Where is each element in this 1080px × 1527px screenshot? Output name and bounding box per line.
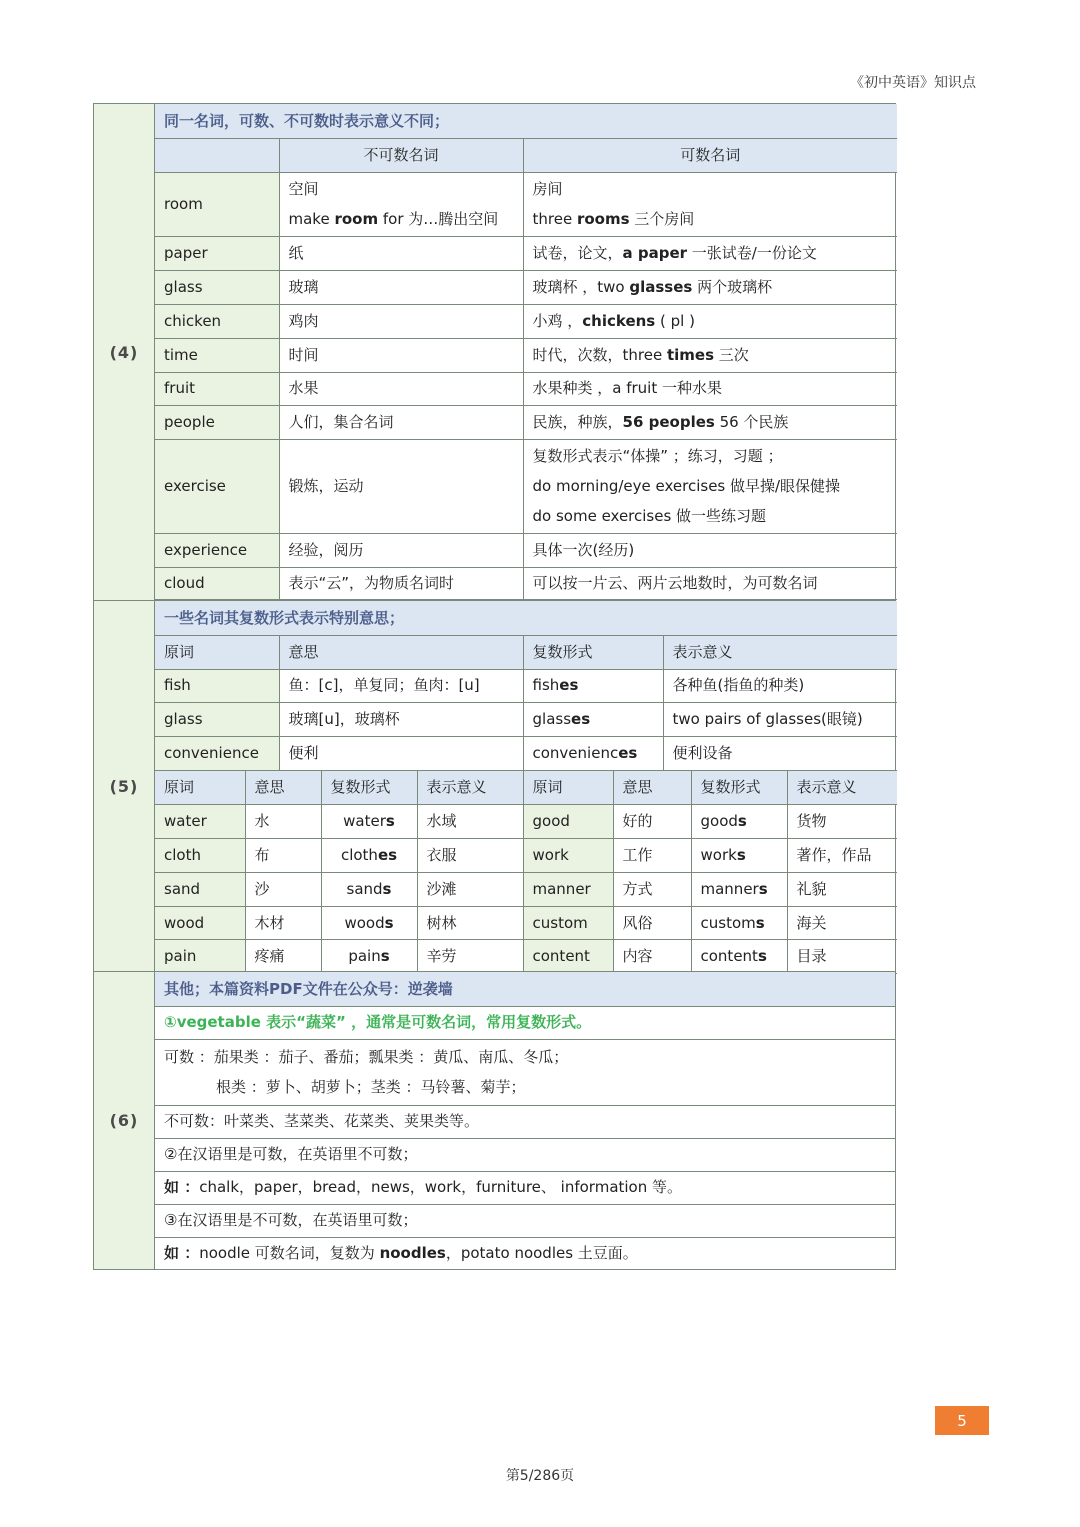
word-cell: convenience	[155, 736, 279, 770]
word-cell: custom	[523, 907, 613, 940]
plural-cell: customs	[691, 907, 787, 940]
header-plural-meaning: 表示意义	[787, 771, 897, 805]
table-row	[155, 669, 897, 702]
table-row	[155, 567, 897, 599]
plural-cell: manners	[691, 873, 787, 907]
table-row	[155, 304, 897, 338]
countable-cell: 玻璃杯 ，two glasses 两个玻璃杯	[523, 270, 897, 304]
plural-meaning-cell: 辛劳	[417, 940, 523, 974]
uncountable-cell: 经验，阅历	[279, 533, 523, 567]
section-4-title: 同一名词，可数、不可数时表示意义不同；	[155, 104, 897, 138]
plural-cell: conveniences	[523, 736, 663, 770]
section-4-label: (4)	[94, 104, 155, 600]
plural-meaning-cell: 货物	[787, 805, 897, 839]
uncountable-cell: 时间	[279, 338, 523, 372]
table-row	[155, 873, 897, 907]
countable-cell: 房间 three rooms 三个房间	[523, 172, 897, 236]
table-row	[155, 172, 897, 236]
meaning-cell: 好的	[613, 805, 691, 839]
uncountable-cell: 空间 make room for 为…腾出空间	[279, 172, 523, 236]
plural-meaning-cell: 海关	[787, 907, 897, 940]
plural-meaning-cell: 礼貌	[787, 873, 897, 907]
word-cell: room	[155, 172, 279, 236]
section-6-table	[155, 972, 895, 1270]
word-cell: content	[523, 940, 613, 974]
word-cell: good	[523, 805, 613, 839]
section-6-title: 其他；本篇资料PDF文件在公众号：逆袭墙	[155, 972, 895, 1006]
plural-cell: waters	[321, 805, 417, 839]
table-row	[155, 236, 897, 270]
meaning-cell: 疼痛	[245, 940, 321, 974]
section-5-title: 一些名词其复数形式表示特别意思；	[155, 601, 897, 635]
table-row	[155, 940, 897, 974]
rule-3: ③在汉语里是不可数，在英语里可数；	[155, 1204, 895, 1237]
uncountable-vegetables: 不可数：叶菜类、茎菜类、花菜类、荚果类等。	[155, 1105, 895, 1138]
section-6-label: (6)	[94, 972, 155, 1269]
word-cell: time	[155, 338, 279, 372]
plural-meaning-cell: 树林	[417, 907, 523, 940]
word-cell: glass	[155, 270, 279, 304]
meaning-cell: 鱼：[c]，单复同；鱼肉：[u]	[279, 669, 523, 702]
section-5-table-b	[155, 771, 897, 975]
meaning-cell: 工作	[613, 839, 691, 873]
countable-cell: 时代，次数，three times 三次	[523, 338, 897, 372]
header-original-word: 原词	[155, 635, 279, 669]
header-original-word: 原词	[523, 771, 613, 805]
uncountable-cell: 玻璃	[279, 270, 523, 304]
section-5-table-a	[155, 601, 897, 771]
meaning-cell: 内容	[613, 940, 691, 974]
plural-cell: sands	[321, 873, 417, 907]
table-row	[155, 439, 897, 533]
plural-cell: goods	[691, 805, 787, 839]
rule-2-example: 如 ：chalk，paper，bread，news，work，furniture、 information 等。	[155, 1171, 895, 1204]
word-cell: exercise	[155, 439, 279, 533]
plural-meaning-cell: 衣服	[417, 839, 523, 873]
countable-cell: 试卷，论文，a paper 一张试卷/一份论文	[523, 236, 897, 270]
section-4	[93, 103, 896, 601]
table-row	[155, 533, 897, 567]
rule-2: ②在汉语里是可数，在英语里不可数；	[155, 1138, 895, 1171]
vegetable-note: ①vegetable 表示“蔬菜” ，通常是可数名词，常用复数形式。	[155, 1006, 895, 1039]
countable-cell: 民族，种族，56 peoples 56 个民族	[523, 405, 897, 439]
rule-3-example: 如 ：noodle 可数名词，复数为 noodles，potato noodles 土豆面。	[155, 1237, 895, 1269]
document-header-title: 《初中英语》知识点	[850, 75, 976, 91]
section-5	[93, 600, 896, 972]
plural-cell: fishes	[523, 669, 663, 702]
header-plural: 复数形式	[523, 635, 663, 669]
section-5-label: (5)	[94, 601, 155, 971]
countable-cell: 具体一次(经历)	[523, 533, 897, 567]
word-cell: wood	[155, 907, 245, 940]
word-cell: fish	[155, 669, 279, 702]
plural-meaning-cell: 著作，作品	[787, 839, 897, 873]
meaning-cell: 布	[245, 839, 321, 873]
plural-cell: works	[691, 839, 787, 873]
countable-cell: 可以按一片云、两片云地数时，为可数名词	[523, 567, 897, 599]
meaning-cell: 便利	[279, 736, 523, 770]
meaning-cell: 风俗	[613, 907, 691, 940]
table-row	[155, 805, 897, 839]
word-cell: work	[523, 839, 613, 873]
table-row	[155, 907, 897, 940]
header-plural-meaning: 表示意义	[417, 771, 523, 805]
plural-cell: glasses	[523, 702, 663, 736]
plural-cell: contents	[691, 940, 787, 974]
table-row	[155, 372, 897, 405]
plural-meaning-cell: 沙滩	[417, 873, 523, 907]
page-footer: 第5/286页	[505, 1468, 575, 1484]
header-meaning: 意思	[279, 635, 523, 669]
word-cell: experience	[155, 533, 279, 567]
word-cell: chicken	[155, 304, 279, 338]
section-4-table	[155, 104, 897, 600]
header-original-word: 原词	[155, 771, 245, 805]
header-uncountable: 不可数名词	[279, 138, 523, 172]
table-row	[155, 338, 897, 372]
header-meaning: 意思	[245, 771, 321, 805]
uncountable-cell: 纸	[279, 236, 523, 270]
header-blank	[155, 138, 279, 172]
countable-cell: 水果种类 ，a fruit 一种水果	[523, 372, 897, 405]
table-row	[155, 405, 897, 439]
meaning-cell: 玻璃[u]，玻璃杯	[279, 702, 523, 736]
uncountable-cell: 表示“云”，为物质名词时	[279, 567, 523, 599]
uncountable-cell: 鸡肉	[279, 304, 523, 338]
meaning-cell: 沙	[245, 873, 321, 907]
word-cell: fruit	[155, 372, 279, 405]
plural-meaning-cell: 各种鱼(指鱼的种类)	[663, 669, 897, 702]
word-cell: people	[155, 405, 279, 439]
header-countable: 可数名词	[523, 138, 897, 172]
meaning-cell: 木材	[245, 907, 321, 940]
uncountable-cell: 水果	[279, 372, 523, 405]
header-plural: 复数形式	[691, 771, 787, 805]
word-cell: cloud	[155, 567, 279, 599]
table-row	[155, 702, 897, 736]
word-cell: glass	[155, 702, 279, 736]
plural-cell: pains	[321, 940, 417, 974]
word-cell: cloth	[155, 839, 245, 873]
word-cell: water	[155, 805, 245, 839]
word-cell: pain	[155, 940, 245, 974]
header-plural: 复数形式	[321, 771, 417, 805]
meaning-cell: 方式	[613, 873, 691, 907]
plural-cell: woods	[321, 907, 417, 940]
header-plural-meaning: 表示意义	[663, 635, 897, 669]
plural-meaning-cell: 目录	[787, 940, 897, 974]
table-row	[155, 270, 897, 304]
meaning-cell: 水	[245, 805, 321, 839]
section-6	[93, 971, 896, 1270]
word-cell: manner	[523, 873, 613, 907]
table-row	[155, 839, 897, 873]
page-number-badge: 5	[935, 1406, 989, 1435]
countable-vegetables: 可数 ：茄果类 ：茄子、番茄；瓢果类 ：黄瓜、南瓜、冬瓜； 根类 ：萝卜、胡萝卜；茎类 ：马铃薯、菊芋；	[155, 1039, 895, 1105]
plural-meaning-cell: 便利设备	[663, 736, 897, 770]
countable-cell: 小鸡 ，chickens ( pl )	[523, 304, 897, 338]
word-cell: paper	[155, 236, 279, 270]
plural-meaning-cell: 水域	[417, 805, 523, 839]
countable-cell: 复数形式表示“体操” ；练习，习题 ； do morning/eye exercises 做早操/眼保健操 do some exercises 做一些练习题	[523, 439, 897, 533]
uncountable-cell: 人们，集合名词	[279, 405, 523, 439]
header-meaning: 意思	[613, 771, 691, 805]
uncountable-cell: 锻炼，运动	[279, 439, 523, 533]
word-cell: sand	[155, 873, 245, 907]
plural-cell: clothes	[321, 839, 417, 873]
table-row	[155, 736, 897, 770]
plural-meaning-cell: two pairs of glasses(眼镜)	[663, 702, 897, 736]
